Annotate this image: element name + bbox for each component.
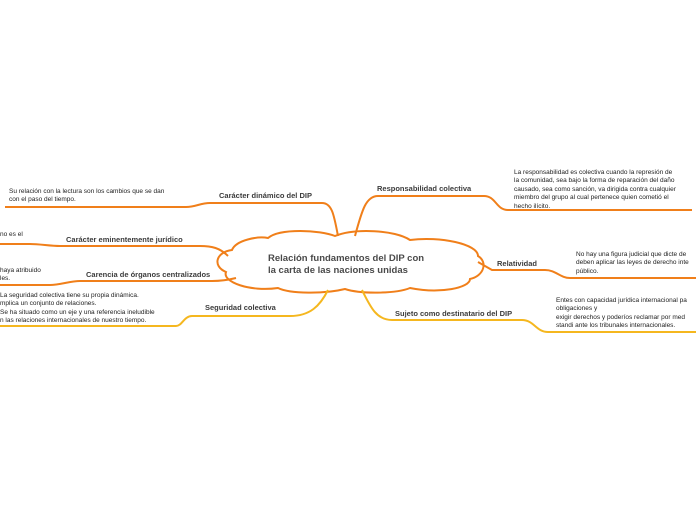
note-line: n las relaciones internacionales de nuestro tiempo. <box>0 317 147 325</box>
note-seguridad-colectiva[interactable] <box>0 292 155 326</box>
note-line: causado, sea como sanción, va dirigida contra cualquier <box>514 185 676 193</box>
note-sujeto-destinatario[interactable] <box>556 297 696 331</box>
note-caracter-juridico[interactable] <box>0 231 23 239</box>
note-carencia-organos[interactable] <box>0 267 41 284</box>
note-relatividad[interactable] <box>576 251 696 276</box>
note-line: mplica un conjunto de relaciones. <box>0 300 97 308</box>
note-line: haya atribuido <box>0 267 41 274</box>
note-line: exigir derechos y poderíos reclamar por med <box>556 313 685 321</box>
note-line: la comunidad, sea bajo la forma de reparación del daño <box>514 177 675 185</box>
branch-relatividad[interactable]: Relatividad <box>497 259 538 268</box>
note-caracter-dinamico[interactable] <box>9 188 164 205</box>
branch-responsabilidad-colectiva[interactable]: Responsabilidad colectiva <box>377 184 472 193</box>
note-line: miembro del grupo al cual pertenece quien cometió el <box>514 194 669 202</box>
connector-caracter-juridico <box>0 244 228 256</box>
note-line: hecho ilícito. <box>514 202 551 210</box>
note-line: deben aplicar las leyes de derecho inte <box>576 259 689 267</box>
branch-caracter-dinamico[interactable]: Carácter dinámico del DIP <box>219 191 312 200</box>
branch-seguridad-colectiva[interactable]: Seguridad colectiva <box>205 303 276 312</box>
branch-sujeto-destinatario[interactable]: Sujeto como destinatario del DIP <box>395 309 513 318</box>
note-line: les. <box>0 275 11 283</box>
note-line: obligaciones y <box>556 305 598 313</box>
note-line: No hay una figura judicial que dicte de <box>576 251 687 258</box>
note-line: La responsabilidad es colectiva cuando la represión de <box>514 169 673 176</box>
note-line: Entes con capacidad jurídica internacional pa <box>556 297 687 304</box>
note-line: con el paso del tiempo. <box>9 196 76 204</box>
branch-carencia-organos[interactable]: Carencia de órganos centralizados <box>86 270 211 279</box>
note-responsabilidad-colectiva[interactable] <box>514 169 676 211</box>
note-line: público. <box>576 267 599 275</box>
central-topic-line-2: la carta de las naciones unidas <box>268 265 408 276</box>
note-line: standi ante los tribunales internacionales. <box>556 322 676 330</box>
note-line: Su relación con la lectura son los cambios que se dan <box>9 188 165 195</box>
branch-caracter-juridico[interactable]: Carácter eminentemente jurídico <box>66 235 183 244</box>
central-topic-title[interactable] <box>268 253 448 277</box>
central-topic-line-1: Relación fundamentos del DIP con <box>268 253 425 264</box>
note-line: Se ha situado como un eje y una referencia ineludible <box>0 308 155 316</box>
note-line: La seguridad colectiva tiene su propia dinámica. <box>0 292 139 299</box>
note-line: no es el <box>0 231 23 238</box>
